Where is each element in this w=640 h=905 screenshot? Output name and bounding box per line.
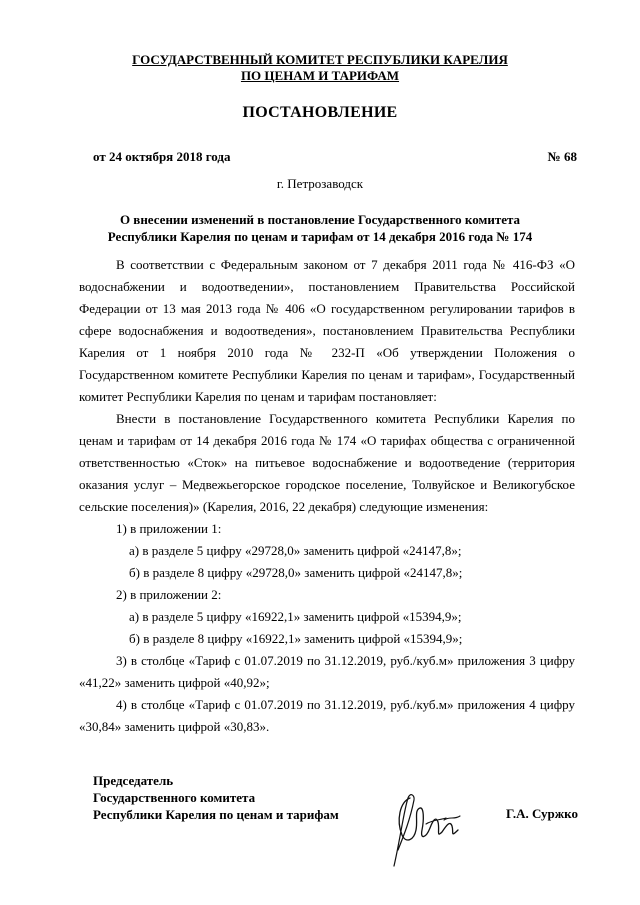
list-item-appendix-1-b: б) в разделе 8 цифру «29728,0» заменить цифрой «24147,8»; [129, 565, 463, 580]
list-item-appendix-2-b: б) в разделе 8 цифру «16922,1» заменить цифрой «15394,9»; [129, 631, 463, 646]
document-body [79, 254, 575, 738]
paragraph-preamble: В соответствии с Федеральным законом от 7 декабря 2011 года № 416-ФЗ «О водоснабжении и водоотведении», постановлением Правительства Российской Федерации от 13 мая 2013 года № 406 «О государственном регулировании тарифов в сфере водоснабжения и водоотведения», постановлением Правительства Республики Карелия от 1 ноября 2010 года № 232-П «Об утверждении Положения о Государственном комитете Республики Карелия по ценам и тарифам», Государственный комитет Республики Карелия по ценам и тарифам постановляет: [79, 257, 575, 404]
document-date: от 24 октября 2018 года [93, 149, 231, 164]
header-line-1 [0, 52, 640, 68]
header-line-2-text: ПО ЦЕНАМ И ТАРИФАМ [240, 68, 400, 83]
signer-name: Г.А. Суржко [506, 806, 578, 821]
subject-line-2: Республики Карелия по ценам и тарифам от 14 декабря 2016 года № 174 [107, 229, 533, 244]
header-line-1-text: ГОСУДАРСТВЕННЫЙ КОМИТЕТ РЕСПУБЛИКИ КАРЕЛИЯ [132, 52, 508, 67]
list-item-appendix-4: 4) в столбце «Тариф с 01.07.2019 по 31.12.2019, руб./куб.м» приложения 4 цифру «30,84» заменить цифрой «30,83». [79, 697, 575, 734]
signer-line-3: Республики Карелия по ценам и тарифам [93, 807, 339, 822]
header-line-2 [0, 68, 640, 84]
document-title: ПОСТАНОВЛЕНИЕ [242, 104, 398, 121]
paragraph-resolution: Внести в постановление Государственного комитета Республики Карелия по ценам и тарифам от 14 декабря 2016 года № 174 «О тарифах общества с ограниченной ответственностью «Сток» на питьевое водоснабжение и водоотведение (территория оказания услуг – Медвежьегорское городское поселение, Толвуйское и Великогубское сельские поселения)» (Карелия, 2016, 22 декабря) следующие изменения: [79, 411, 575, 514]
document-subject [60, 211, 580, 245]
list-item-appendix-2-a: а) в разделе 5 цифру «16922,1» заменить цифрой «15394,9»; [129, 609, 462, 624]
handwritten-signature [380, 780, 480, 870]
document-city: г. Петрозаводск [276, 176, 364, 191]
list-item-appendix-3: 3) в столбце «Тариф с 01.07.2019 по 31.12.2019, руб./куб.м» приложения 3 цифру «41,22» заменить цифрой «40,92»; [79, 653, 575, 690]
signer-line-1: Председатель [93, 773, 174, 788]
signer-line-2: Государственного комитета [93, 790, 256, 805]
document-number: № 68 [547, 149, 577, 164]
list-item-appendix-1-a: а) в разделе 5 цифру «29728,0» заменить цифрой «24147,8»; [129, 543, 462, 558]
document-header [0, 52, 640, 84]
list-item-appendix-2: 2) в приложении 2: [116, 587, 222, 602]
subject-line-1: О внесении изменений в постановление Государственного комитета [119, 212, 521, 227]
list-item-appendix-1: 1) в приложении 1: [116, 521, 222, 536]
signer-title [93, 772, 339, 823]
